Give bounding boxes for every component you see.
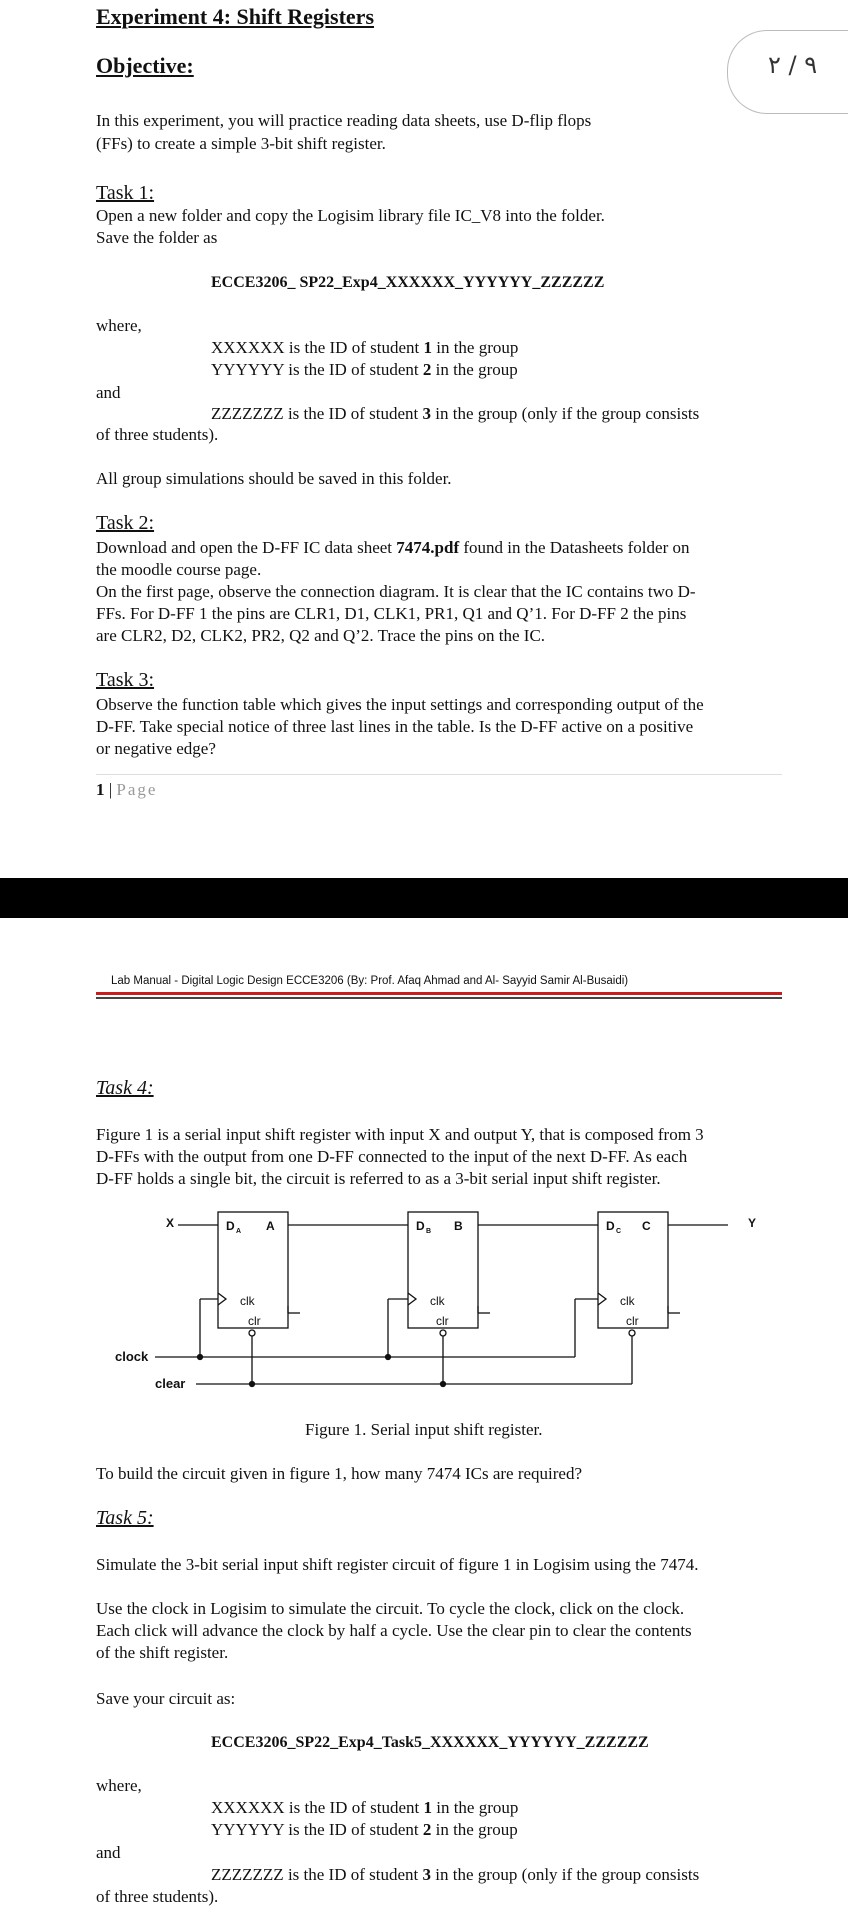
task1-id3: ZZZZZZZ is the ID of student 3 in the group (only if the group consists [211, 404, 700, 423]
task5-save: Save your circuit as: [96, 1689, 236, 1708]
svg-text:D: D [606, 1219, 615, 1233]
task2-heading: Task 2: [96, 512, 155, 534]
document-title: Experiment 4: Shift Registers [96, 4, 375, 29]
objective-line-2: (FFs) to create a simple 3-bit shift register. [96, 134, 386, 153]
dff-b-clk-label: clk [430, 1294, 445, 1308]
svg-text:B: B [426, 1228, 432, 1235]
dff-a-q-label: A [266, 1219, 275, 1233]
running-header: Lab Manual - Digital Logic Design ECCE3206 (By: Prof. Afaq Ahmad and Al- Sayyid Samir Al-Busaidi) [111, 975, 629, 987]
task2-line-5: are CLR2, D2, CLK2, PR2, Q2 and Q’2. Trace the pins on the IC. [96, 626, 546, 645]
task1-line-1: Open a new folder and copy the Logisim library file IC_V8 into the folder. [96, 206, 605, 225]
task4-line-1: Figure 1 is a serial input shift register with input X and output Y, that is composed from 3 [96, 1125, 704, 1144]
task5-para-3: of the shift register. [96, 1643, 229, 1662]
page-footer: 1 | Page [96, 780, 158, 799]
task5-id1: XXXXXX is the ID of student 1 in the group [211, 1798, 519, 1817]
task5-filename: ECCE3206_SP22_Exp4_Task5_XXXXXX_YYYYYY_ZZZZZZ [211, 1734, 649, 1751]
task1-id3-cont: of three students). [96, 425, 219, 444]
task1-folder-name: ECCE3206_ SP22_Exp4_XXXXXX_YYYYYY_ZZZZZZ [211, 274, 605, 291]
shift-register-diagram [0, 1200, 848, 1400]
clear-label: clear [155, 1376, 186, 1391]
figure-caption: Figure 1. Serial input shift register. [305, 1420, 543, 1439]
task1-and: and [96, 383, 121, 402]
task3-line-1: Observe the function table which gives the input settings and corresponding output of the [96, 695, 704, 714]
footer-divider [96, 774, 782, 775]
task1-id2: YYYYYY is the ID of student 2 in the group [211, 360, 518, 379]
dff-c-clk-label: clk [620, 1294, 635, 1308]
svg-text:C: C [616, 1228, 622, 1235]
task5-id3-cont: of three students). [96, 1887, 219, 1906]
handwritten-annotation: ٩ / ٢ [727, 30, 848, 114]
task3-line-2: D-FF. Take special notice of three last lines in the table. Is the D-FF active on a positive [96, 717, 694, 736]
dff-b-q-label: B [454, 1219, 463, 1233]
task1-heading: Task 1: [96, 182, 155, 204]
task3-heading: Task 3: [96, 669, 155, 691]
task5-where: where, [96, 1776, 142, 1795]
svg-text:D: D [416, 1219, 425, 1233]
page-break-band [0, 878, 848, 918]
task5-para-2: Each click will advance the clock by half a cycle. Use the clear pin to clear the contents [96, 1621, 692, 1640]
header-rule-red [96, 992, 782, 995]
task4-line-3: D-FF holds a single bit, the circuit is referred to as a 3-bit serial input shift register. [96, 1169, 661, 1188]
svg-text:D: D [226, 1219, 235, 1233]
dff-c-q-label: C [642, 1219, 651, 1233]
task4-heading: Task 4: [96, 1077, 154, 1099]
output-y-label: Y [748, 1216, 757, 1230]
svg-text:A: A [236, 1228, 242, 1235]
task5-heading: Task 5: [96, 1507, 154, 1529]
objective-heading: Objective: [96, 53, 194, 78]
task1-saved-note: All group simulations should be saved in this folder. [96, 469, 452, 488]
task2-line-1: Download and open the D-FF IC data sheet 7474.pdf found in the Datasheets folder on [96, 538, 690, 557]
task2-line-4: FFs. For D-FF 1 the pins are CLR1, D1, CLK1, PR1, Q1 and Q’1. For D-FF 2 the pins [96, 604, 687, 623]
dff-a-clk-label: clk [240, 1294, 255, 1308]
task2-line-3: On the first page, observe the connection diagram. It is clear that the IC contains two D- [96, 582, 696, 601]
task5-and: and [96, 1843, 121, 1862]
task4-question: To build the circuit given in figure 1, how many 7474 ICs are required? [96, 1464, 583, 1483]
task1-where: where, [96, 316, 142, 335]
dff-b-clr-label: clr [436, 1314, 449, 1328]
task5-para-1: Use the clock in Logisim to simulate the circuit. To cycle the clock, click on the clock. [96, 1599, 685, 1618]
task3-line-3: or negative edge? [96, 739, 216, 758]
task1-id1: XXXXXX is the ID of student 1 in the group [211, 338, 519, 357]
task5-line-1: Simulate the 3-bit serial input shift register circuit of figure 1 in Logisim using the 7474. [96, 1555, 699, 1574]
dff-c-clr-label: clr [626, 1314, 639, 1328]
header-rule-dark [96, 997, 782, 999]
task2-line-2: the moodle course page. [96, 560, 262, 579]
dff-a-clr-label: clr [248, 1314, 261, 1328]
input-x-label: X [166, 1216, 175, 1230]
clock-label: clock [115, 1349, 149, 1364]
task1-line-2: Save the folder as [96, 228, 218, 247]
task5-id3: ZZZZZZZ is the ID of student 3 in the group (only if the group consists [211, 1865, 700, 1884]
task4-line-2: D-FFs with the output from one D-FF connected to the input of the next D-FF. As each [96, 1147, 688, 1166]
objective-line-1: In this experiment, you will practice reading data sheets, use D-flip flops [96, 111, 592, 130]
task5-id2: YYYYYY is the ID of student 2 in the group [211, 1820, 518, 1839]
